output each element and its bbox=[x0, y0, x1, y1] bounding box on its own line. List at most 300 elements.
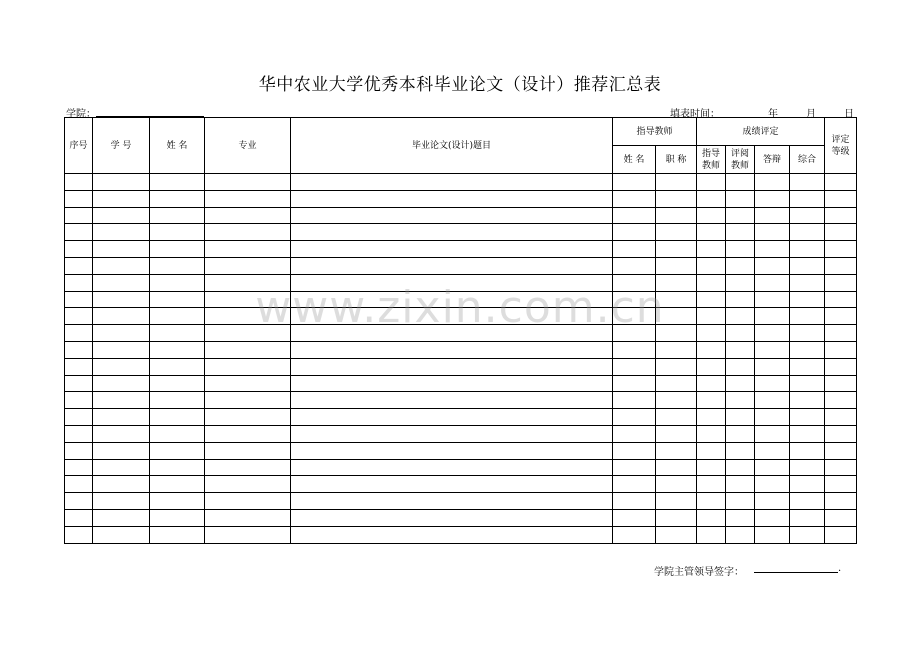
table-cell bbox=[656, 375, 697, 392]
table-row bbox=[65, 392, 857, 409]
table-cell bbox=[65, 442, 93, 459]
table-cell bbox=[825, 409, 857, 426]
table-cell bbox=[726, 224, 755, 241]
table-cell bbox=[65, 207, 93, 224]
table-cell bbox=[726, 476, 755, 493]
table-cell bbox=[790, 341, 825, 358]
table-cell bbox=[65, 392, 93, 409]
table-cell bbox=[65, 459, 93, 476]
table-cell bbox=[93, 358, 150, 375]
table-cell bbox=[93, 291, 150, 308]
table-cell bbox=[656, 409, 697, 426]
table-cell bbox=[726, 341, 755, 358]
table-cell bbox=[150, 459, 205, 476]
table-cell bbox=[825, 308, 857, 325]
table-cell bbox=[656, 493, 697, 510]
table-cell bbox=[205, 341, 291, 358]
table-cell bbox=[291, 325, 613, 342]
table-cell bbox=[825, 392, 857, 409]
table-cell bbox=[65, 224, 93, 241]
table-cell bbox=[613, 509, 656, 526]
table-cell bbox=[205, 375, 291, 392]
table-cell bbox=[755, 274, 790, 291]
table-cell bbox=[755, 174, 790, 191]
table-cell bbox=[205, 274, 291, 291]
table-cell bbox=[755, 493, 790, 510]
table-cell bbox=[150, 174, 205, 191]
header-advisor-name: 姓 名 bbox=[613, 146, 656, 174]
table-cell bbox=[656, 526, 697, 543]
table-cell bbox=[755, 526, 790, 543]
table-cell bbox=[656, 174, 697, 191]
table-cell bbox=[65, 325, 93, 342]
header-grade-text: 评定等级 bbox=[831, 134, 850, 157]
table-cell bbox=[726, 442, 755, 459]
table-cell bbox=[65, 375, 93, 392]
table-cell bbox=[93, 425, 150, 442]
table-row bbox=[65, 493, 857, 510]
table-cell bbox=[93, 325, 150, 342]
header-student-id: 学 号 bbox=[93, 118, 150, 174]
table-cell bbox=[613, 308, 656, 325]
table-cell bbox=[205, 325, 291, 342]
table-cell bbox=[291, 375, 613, 392]
date-year-label: 年 bbox=[768, 109, 778, 120]
table-cell bbox=[825, 526, 857, 543]
table-cell bbox=[291, 459, 613, 476]
table-row bbox=[65, 224, 857, 241]
table-cell bbox=[291, 174, 613, 191]
header-advisor: 指导教师 bbox=[613, 118, 697, 146]
table-cell bbox=[613, 442, 656, 459]
table-cell bbox=[291, 358, 613, 375]
table-cell bbox=[65, 341, 93, 358]
table-cell bbox=[150, 476, 205, 493]
table-cell bbox=[65, 308, 93, 325]
table-cell bbox=[93, 257, 150, 274]
table-cell bbox=[65, 257, 93, 274]
table-cell bbox=[755, 358, 790, 375]
table-cell bbox=[150, 207, 205, 224]
table-cell bbox=[656, 392, 697, 409]
table-cell bbox=[790, 409, 825, 426]
table-cell bbox=[825, 459, 857, 476]
table-cell bbox=[755, 224, 790, 241]
table-cell bbox=[790, 190, 825, 207]
page-title: 华中农业大学优秀本科毕业论文（设计）推荐汇总表 bbox=[258, 75, 662, 95]
table-cell bbox=[613, 325, 656, 342]
table-cell bbox=[93, 174, 150, 191]
table-cell bbox=[790, 476, 825, 493]
table-cell bbox=[150, 392, 205, 409]
table-cell bbox=[790, 291, 825, 308]
table-cell bbox=[697, 509, 726, 526]
table-cell bbox=[790, 174, 825, 191]
table-cell bbox=[790, 207, 825, 224]
table-cell bbox=[755, 291, 790, 308]
table-cell bbox=[697, 308, 726, 325]
table-cell bbox=[697, 224, 726, 241]
signature-blank-line bbox=[754, 572, 838, 573]
table-cell bbox=[726, 392, 755, 409]
table-cell bbox=[656, 425, 697, 442]
table-cell bbox=[65, 476, 93, 493]
table-cell bbox=[726, 409, 755, 426]
table-cell bbox=[697, 493, 726, 510]
table-cell bbox=[93, 509, 150, 526]
table-cell bbox=[755, 325, 790, 342]
table-cell bbox=[697, 174, 726, 191]
table-cell bbox=[697, 207, 726, 224]
table-cell bbox=[825, 375, 857, 392]
table-cell bbox=[755, 392, 790, 409]
table-cell bbox=[726, 509, 755, 526]
table-cell bbox=[790, 459, 825, 476]
table-cell bbox=[93, 476, 150, 493]
table-cell bbox=[825, 291, 857, 308]
table-cell bbox=[697, 190, 726, 207]
table-cell bbox=[205, 526, 291, 543]
table-cell bbox=[726, 358, 755, 375]
table-cell bbox=[825, 174, 857, 191]
table-cell bbox=[205, 190, 291, 207]
table-cell bbox=[613, 476, 656, 493]
table-cell bbox=[697, 358, 726, 375]
table-cell bbox=[656, 509, 697, 526]
table-cell bbox=[697, 442, 726, 459]
table-cell bbox=[205, 493, 291, 510]
table-cell bbox=[825, 190, 857, 207]
table-cell bbox=[150, 325, 205, 342]
table-cell bbox=[205, 409, 291, 426]
table-cell bbox=[205, 459, 291, 476]
table-cell bbox=[825, 257, 857, 274]
table-cell bbox=[726, 425, 755, 442]
table-cell bbox=[93, 459, 150, 476]
table-cell bbox=[205, 207, 291, 224]
table-cell bbox=[656, 325, 697, 342]
table-cell bbox=[613, 241, 656, 258]
table-cell bbox=[613, 207, 656, 224]
table-cell bbox=[291, 526, 613, 543]
table-cell bbox=[613, 409, 656, 426]
table-cell bbox=[697, 459, 726, 476]
table-row bbox=[65, 257, 857, 274]
table-cell bbox=[93, 392, 150, 409]
table-cell bbox=[726, 526, 755, 543]
header-score-defense: 答辩 bbox=[755, 146, 790, 174]
table-cell bbox=[291, 493, 613, 510]
table-cell bbox=[697, 526, 726, 543]
table-cell bbox=[93, 308, 150, 325]
table-cell bbox=[697, 291, 726, 308]
table-cell bbox=[291, 442, 613, 459]
table-cell bbox=[93, 526, 150, 543]
table-cell bbox=[65, 274, 93, 291]
table-cell bbox=[613, 341, 656, 358]
table-cell bbox=[291, 425, 613, 442]
table-cell bbox=[291, 392, 613, 409]
table-cell bbox=[65, 493, 93, 510]
table-cell bbox=[825, 509, 857, 526]
table-cell bbox=[825, 241, 857, 258]
table-cell bbox=[93, 274, 150, 291]
table-cell bbox=[656, 308, 697, 325]
table-cell bbox=[291, 224, 613, 241]
table-cell bbox=[613, 425, 656, 442]
header-major: 专业 bbox=[205, 118, 291, 174]
table-cell bbox=[656, 442, 697, 459]
college-label: 学院： bbox=[66, 109, 96, 120]
table-row bbox=[65, 459, 857, 476]
recommendation-summary-table bbox=[64, 117, 857, 544]
table-cell bbox=[65, 174, 93, 191]
table-cell bbox=[755, 257, 790, 274]
table-cell bbox=[291, 257, 613, 274]
table-cell bbox=[790, 375, 825, 392]
table-cell bbox=[726, 493, 755, 510]
signature-label: 学院主管领导签字： bbox=[654, 567, 744, 578]
table-cell bbox=[150, 190, 205, 207]
table-cell bbox=[697, 274, 726, 291]
table-cell bbox=[656, 291, 697, 308]
table-cell bbox=[150, 241, 205, 258]
table-cell bbox=[613, 392, 656, 409]
table-body bbox=[65, 174, 857, 544]
table-cell bbox=[291, 291, 613, 308]
table-cell bbox=[656, 190, 697, 207]
table-cell bbox=[93, 190, 150, 207]
table-cell bbox=[790, 325, 825, 342]
table-cell bbox=[150, 274, 205, 291]
table-cell bbox=[150, 442, 205, 459]
table-cell bbox=[613, 358, 656, 375]
table-cell bbox=[65, 241, 93, 258]
table-cell bbox=[697, 325, 726, 342]
table-cell bbox=[697, 241, 726, 258]
table-cell bbox=[697, 476, 726, 493]
table-cell bbox=[755, 509, 790, 526]
table-cell bbox=[205, 224, 291, 241]
table-cell bbox=[205, 509, 291, 526]
table-cell bbox=[205, 291, 291, 308]
table-row bbox=[65, 375, 857, 392]
table-cell bbox=[205, 257, 291, 274]
header-name: 姓 名 bbox=[150, 118, 205, 174]
table-row bbox=[65, 476, 857, 493]
table-row bbox=[65, 207, 857, 224]
table-cell bbox=[697, 425, 726, 442]
table-cell bbox=[726, 274, 755, 291]
table-cell bbox=[755, 375, 790, 392]
header-row-1 bbox=[65, 118, 857, 146]
table-cell bbox=[613, 190, 656, 207]
table-cell bbox=[613, 274, 656, 291]
signature-end-mark: . bbox=[838, 563, 842, 574]
table-cell bbox=[726, 207, 755, 224]
table-cell bbox=[291, 409, 613, 426]
table-cell bbox=[825, 325, 857, 342]
table-cell bbox=[726, 174, 755, 191]
table-cell bbox=[697, 375, 726, 392]
table-cell bbox=[291, 207, 613, 224]
header-score-eval: 成绩评定 bbox=[697, 118, 825, 146]
table-cell bbox=[790, 257, 825, 274]
table-cell bbox=[726, 190, 755, 207]
table-cell bbox=[613, 224, 656, 241]
table-cell bbox=[755, 425, 790, 442]
table-cell bbox=[825, 442, 857, 459]
table-row bbox=[65, 174, 857, 191]
table-cell bbox=[755, 442, 790, 459]
table-cell bbox=[93, 241, 150, 258]
table-cell bbox=[656, 224, 697, 241]
table-cell bbox=[790, 241, 825, 258]
table-row bbox=[65, 358, 857, 375]
table-cell bbox=[93, 375, 150, 392]
table-cell bbox=[726, 241, 755, 258]
table-row bbox=[65, 308, 857, 325]
fill-time-label: 填表时间： bbox=[670, 109, 720, 120]
table-cell bbox=[613, 375, 656, 392]
table-cell bbox=[825, 493, 857, 510]
table-cell bbox=[790, 493, 825, 510]
table-cell bbox=[65, 358, 93, 375]
table-cell bbox=[825, 341, 857, 358]
table-cell bbox=[93, 493, 150, 510]
table-row bbox=[65, 425, 857, 442]
table-cell bbox=[790, 308, 825, 325]
table-cell bbox=[205, 476, 291, 493]
table-cell bbox=[825, 425, 857, 442]
table-cell bbox=[65, 509, 93, 526]
table-cell bbox=[656, 459, 697, 476]
table-cell bbox=[656, 274, 697, 291]
header-grade bbox=[825, 118, 857, 174]
table-cell bbox=[93, 224, 150, 241]
table-row bbox=[65, 190, 857, 207]
table-cell bbox=[825, 207, 857, 224]
table-cell bbox=[150, 425, 205, 442]
table-cell bbox=[656, 257, 697, 274]
table-cell bbox=[65, 409, 93, 426]
table-cell bbox=[205, 241, 291, 258]
table-cell bbox=[291, 509, 613, 526]
table-row bbox=[65, 509, 857, 526]
header-score-advisor-text: 指导教师 bbox=[702, 148, 721, 171]
date-day-label: 日 bbox=[844, 109, 854, 120]
table-cell bbox=[755, 207, 790, 224]
table-cell bbox=[726, 375, 755, 392]
table-row bbox=[65, 526, 857, 543]
table-row bbox=[65, 442, 857, 459]
table-cell bbox=[790, 392, 825, 409]
table-cell bbox=[790, 358, 825, 375]
table-cell bbox=[790, 274, 825, 291]
table-row bbox=[65, 341, 857, 358]
table-cell bbox=[150, 358, 205, 375]
header-score-reviewer-text: 评阅教师 bbox=[731, 148, 750, 171]
table-cell bbox=[205, 174, 291, 191]
table-cell bbox=[697, 341, 726, 358]
table-cell bbox=[656, 341, 697, 358]
table-cell bbox=[755, 409, 790, 426]
table-cell bbox=[291, 341, 613, 358]
table-cell bbox=[613, 174, 656, 191]
table-cell bbox=[93, 207, 150, 224]
table-row bbox=[65, 325, 857, 342]
table-cell bbox=[93, 341, 150, 358]
table-row bbox=[65, 241, 857, 258]
table-cell bbox=[205, 308, 291, 325]
table-cell bbox=[613, 493, 656, 510]
table-cell bbox=[150, 308, 205, 325]
table-row bbox=[65, 274, 857, 291]
date-month-label: 月 bbox=[806, 109, 816, 120]
table-cell bbox=[291, 274, 613, 291]
table-cell bbox=[613, 257, 656, 274]
table-cell bbox=[150, 257, 205, 274]
table-cell bbox=[755, 308, 790, 325]
table-cell bbox=[790, 224, 825, 241]
table-cell bbox=[726, 459, 755, 476]
table-cell bbox=[93, 442, 150, 459]
table-cell bbox=[726, 257, 755, 274]
table-cell bbox=[656, 358, 697, 375]
table-row bbox=[65, 291, 857, 308]
table-cell bbox=[291, 308, 613, 325]
table-cell bbox=[825, 476, 857, 493]
table-cell bbox=[65, 291, 93, 308]
table-cell bbox=[726, 308, 755, 325]
table-cell bbox=[697, 257, 726, 274]
table-cell bbox=[291, 476, 613, 493]
table-cell bbox=[697, 409, 726, 426]
table-cell bbox=[790, 425, 825, 442]
table-cell bbox=[726, 291, 755, 308]
header-advisor-rank: 职 称 bbox=[656, 146, 697, 174]
table-cell bbox=[656, 241, 697, 258]
table-cell bbox=[205, 442, 291, 459]
table-cell bbox=[755, 241, 790, 258]
header-score-total: 综合 bbox=[790, 146, 825, 174]
table-cell bbox=[656, 476, 697, 493]
table-cell bbox=[205, 358, 291, 375]
header-score-advisor bbox=[697, 146, 726, 174]
header-thesis-title: 毕业论文(设计)题目 bbox=[291, 118, 613, 174]
table-cell bbox=[755, 341, 790, 358]
table-cell bbox=[825, 224, 857, 241]
table-row bbox=[65, 409, 857, 426]
table-cell bbox=[65, 190, 93, 207]
table-cell bbox=[150, 509, 205, 526]
table-cell bbox=[790, 526, 825, 543]
table-cell bbox=[150, 493, 205, 510]
table-cell bbox=[726, 325, 755, 342]
table-cell bbox=[613, 459, 656, 476]
watermark: www.zixin.com.cn bbox=[255, 282, 665, 333]
table-cell bbox=[613, 526, 656, 543]
table-cell bbox=[205, 392, 291, 409]
table-cell bbox=[291, 241, 613, 258]
table-cell bbox=[790, 442, 825, 459]
table-cell bbox=[291, 190, 613, 207]
table-cell bbox=[825, 274, 857, 291]
table-cell bbox=[150, 341, 205, 358]
table-cell bbox=[613, 291, 656, 308]
table-cell bbox=[93, 409, 150, 426]
table-cell bbox=[65, 526, 93, 543]
